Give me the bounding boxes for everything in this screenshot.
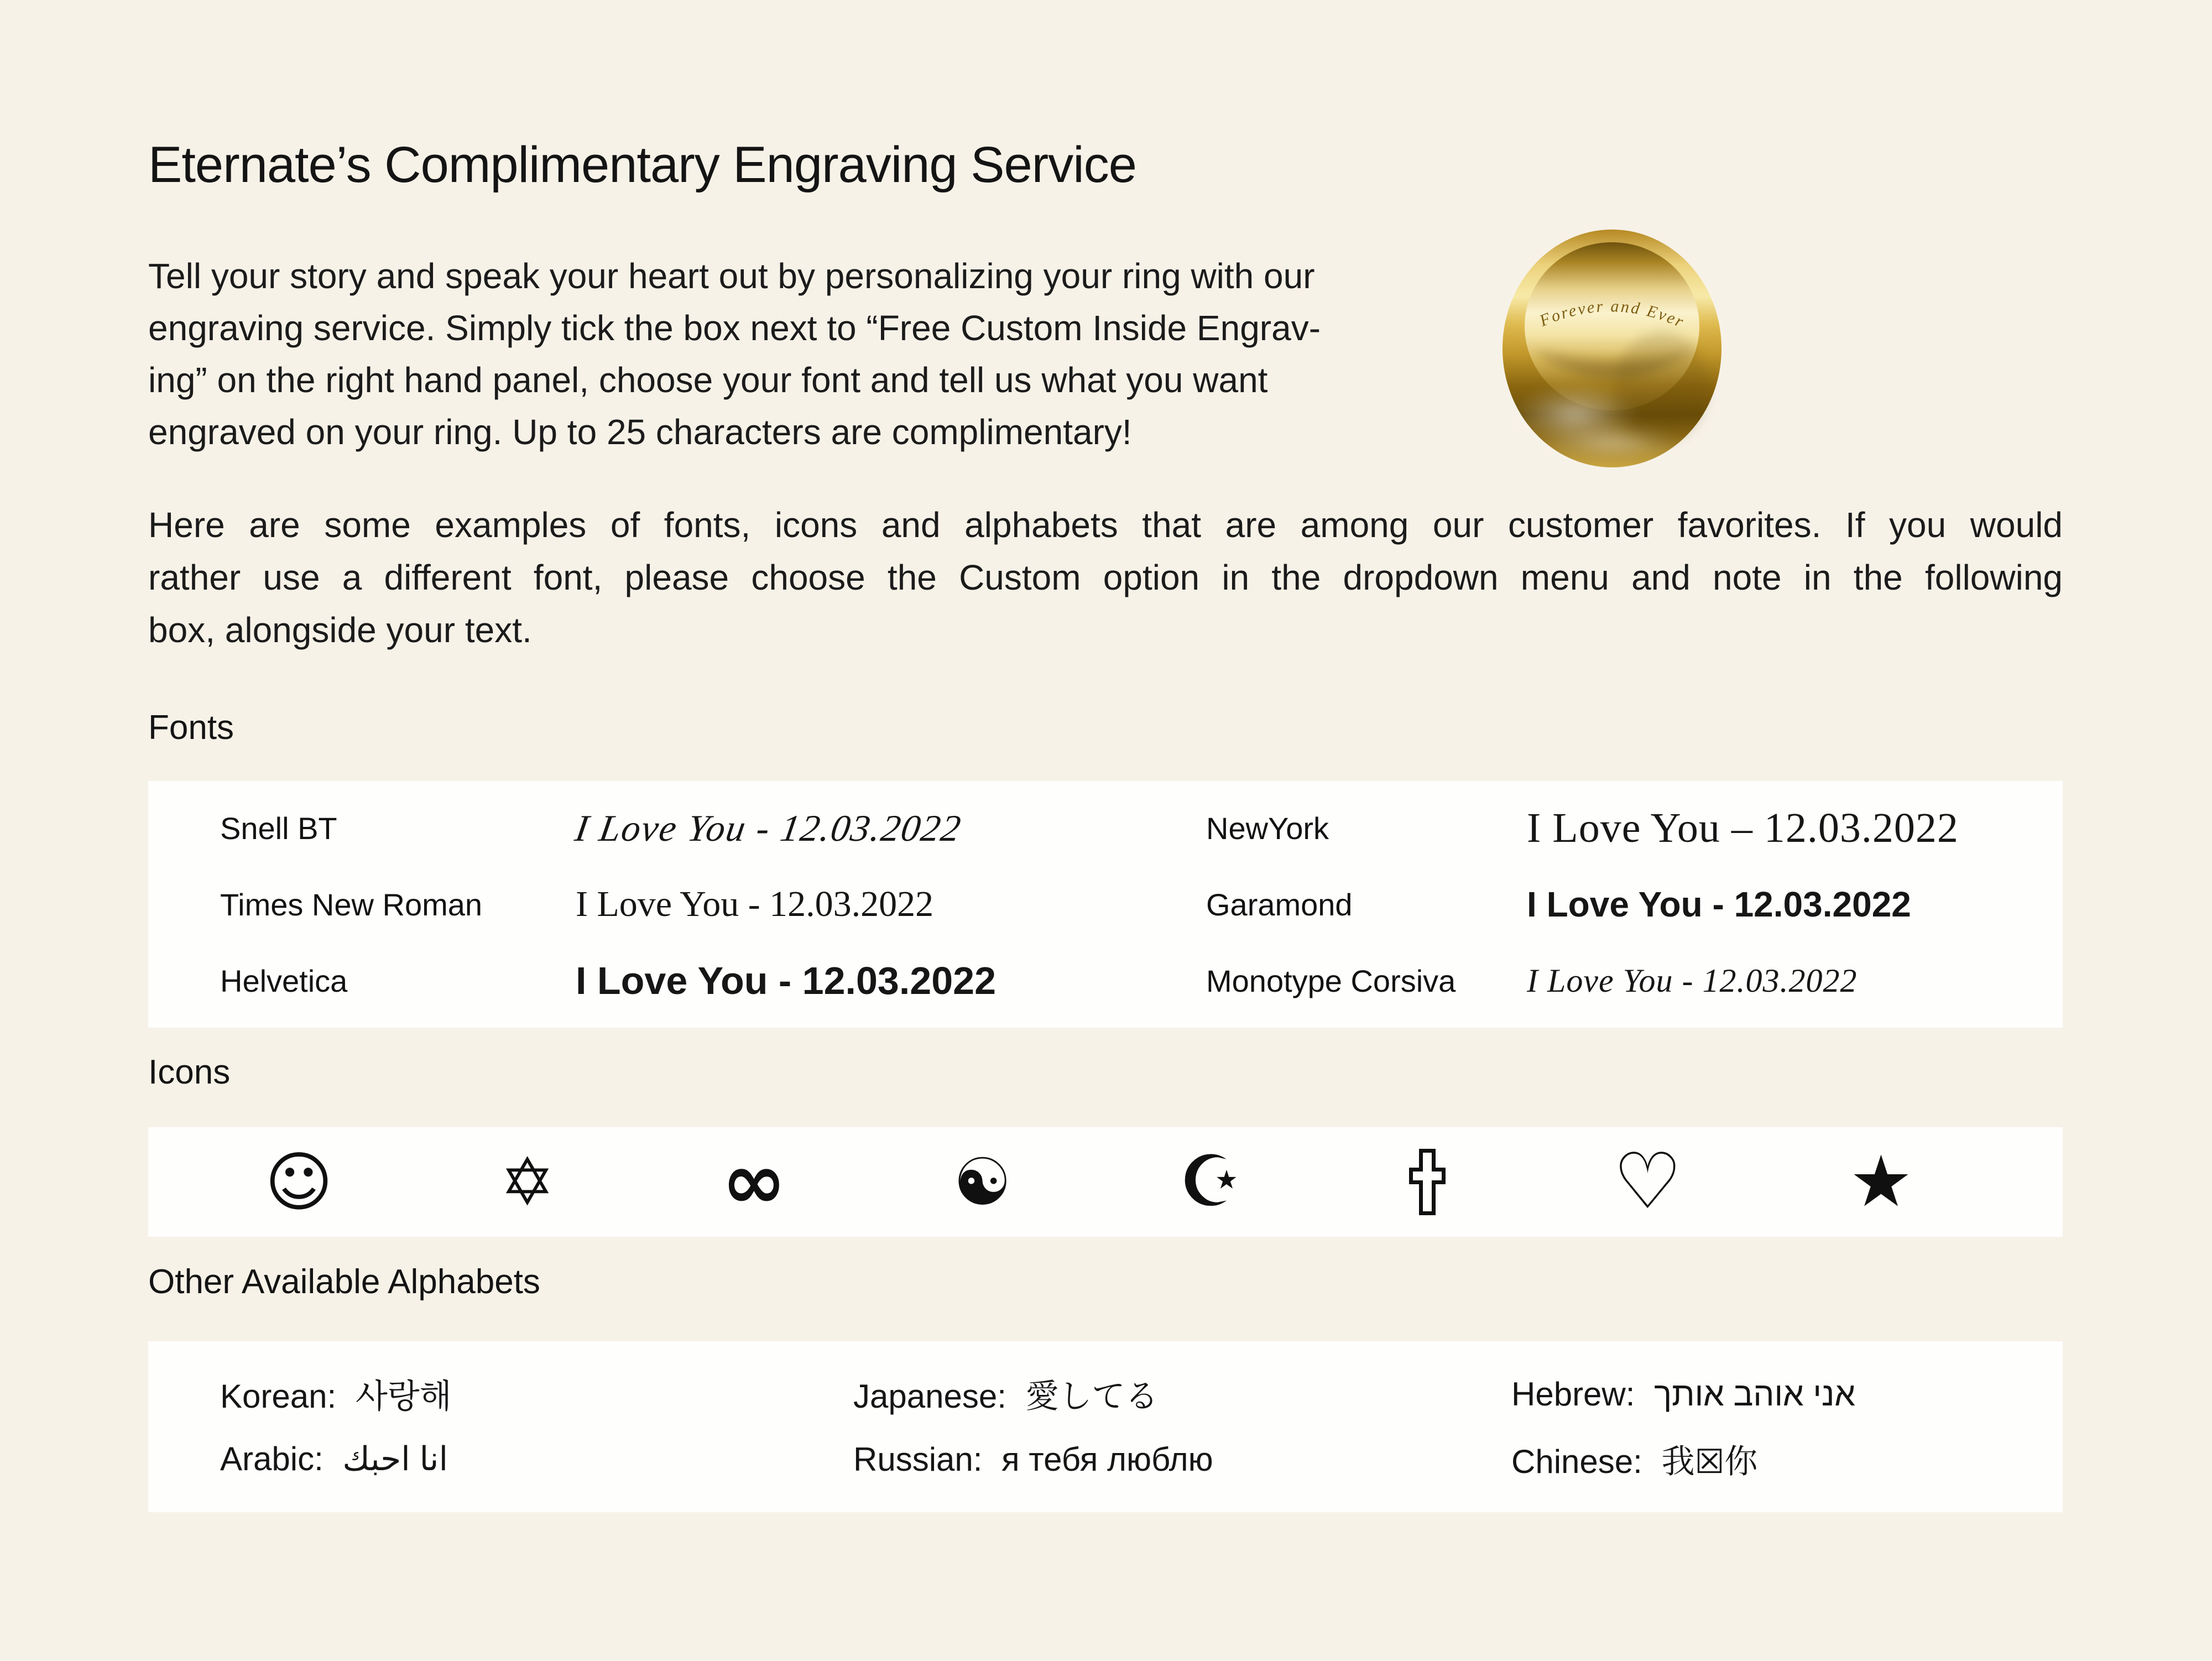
alphabet-arabic [220, 1440, 853, 1478]
alphabet-sample: انا احبك [342, 1440, 448, 1477]
alphabet-language-label: Arabic: [220, 1440, 324, 1477]
font-name-snell-bt: Snell BT [220, 810, 337, 846]
font-name-garamond: Garamond [1206, 887, 1353, 922]
font-row [148, 943, 2063, 1019]
star-of-david-icon: ✡ [500, 1144, 555, 1220]
note-paragraph [148, 499, 2063, 657]
font-sample-garamond: I Love You - 12.03.2022 [1527, 884, 1911, 924]
icons-section-label: Icons [148, 1053, 231, 1091]
alphabet-language-label: Hebrew: [1511, 1375, 1635, 1413]
alphabet-russian [853, 1440, 1511, 1478]
alphabet-korean [220, 1370, 853, 1418]
smiley-icon: ☺ [265, 1144, 333, 1220]
latin-cross-icon [1409, 1149, 1446, 1215]
intro-line: engraved on your ring. Up to 25 characters are complimentary! [148, 412, 1132, 452]
ring-image [1493, 222, 1736, 471]
font-sample-snell-bt: I Love You - 12.03.2022 [572, 806, 965, 849]
intro-line: ing” on the right hand panel, choose your font and tell us what you want [148, 360, 1268, 400]
alphabet-sample: 我☒你 [1661, 1443, 1758, 1480]
intro-paragraph [148, 250, 1498, 458]
font-name-newyork: NewYork [1206, 810, 1329, 846]
alphabet-sample: 사랑해 [355, 1378, 452, 1415]
icons-panel [148, 1127, 2063, 1237]
alphabet-sample: 愛してる [1025, 1378, 1159, 1415]
page-title: Eternate’s Complimentary Engraving Service [148, 137, 1136, 193]
intro-line: Tell your story and speak your heart out by personalizing your ring with our [148, 256, 1315, 296]
note-line: Here are some examples of fonts, icons and alphabets that are among our customer favorites. If you would [148, 505, 2063, 545]
font-name-times-new-roman: Times New Roman [220, 887, 483, 922]
alphabet-chinese [1511, 1435, 2063, 1483]
alphabet-language-label: Russian: [853, 1440, 983, 1478]
font-sample-monotype-corsiva: I Love You - 12.03.2022 [1527, 962, 1858, 999]
alphabets-section-label: Other Available Alphabets [148, 1263, 540, 1301]
alphabets-panel [148, 1341, 2063, 1512]
alphabet-language-label: Korean: [220, 1378, 337, 1415]
font-name-helvetica: Helvetica [220, 963, 348, 998]
heart-outline-icon: ♡ [1613, 1137, 1683, 1227]
font-sample-helvetica: I Love You - 12.03.2022 [576, 959, 997, 1002]
alphabet-japanese [853, 1370, 1511, 1418]
crescent-star-icon: ☪ [1178, 1141, 1243, 1223]
alphabet-language-label: Japanese: [853, 1378, 1006, 1415]
alphabet-hebrew [1511, 1375, 2063, 1413]
alphabet-language-label: Chinese: [1511, 1443, 1642, 1480]
black-star-icon: ★ [1849, 1141, 1913, 1223]
intro-line: engraving service. Simply tick the box next to “Free Custom Inside Engrav- [148, 308, 1321, 348]
font-row [148, 790, 2063, 866]
font-sample-newyork: I Love You – 12.03.2022 [1527, 804, 1959, 851]
note-line: rather use a different font, please choose the Custom option in the dropdown menu and note in the following [148, 558, 2063, 597]
fonts-panel [148, 781, 2063, 1028]
font-sample-times-new-roman: I Love You - 12.03.2022 [576, 884, 934, 924]
infinity-icon: ∞ [722, 1137, 786, 1227]
font-name-monotype-corsiva: Monotype Corsiva [1206, 963, 1456, 998]
alphabet-sample: я тебя люблю [1001, 1440, 1213, 1478]
gold-ring-illustration [1493, 222, 1736, 471]
fonts-section-label: Fonts [148, 709, 234, 747]
font-row [148, 866, 2063, 943]
note-line: box, alongside your text. [148, 610, 532, 650]
ring-engraving-text: Forever and Ever [1537, 297, 1688, 332]
yin-yang-icon: ☯ [953, 1144, 1012, 1220]
alphabet-sample: אני אוהב אותך [1654, 1375, 1855, 1413]
